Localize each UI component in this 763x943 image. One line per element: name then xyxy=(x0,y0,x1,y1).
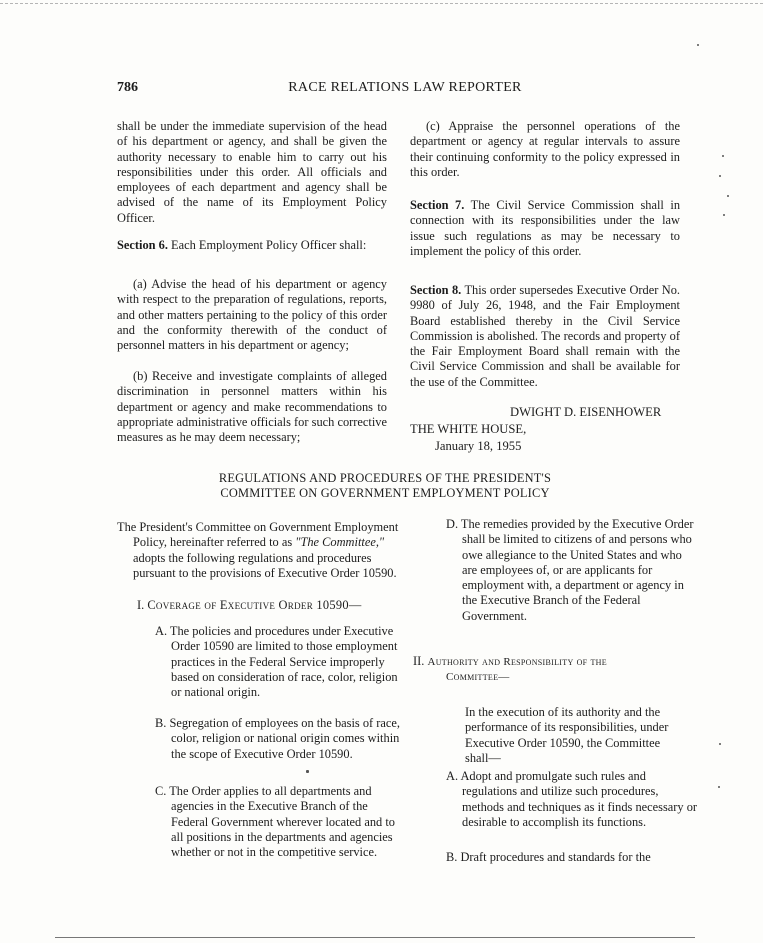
scan-speck xyxy=(697,44,699,46)
section-7-text: The Civil Service Commission shall in connection with its responsibilities under the law issue such regulations as may be necessary to implement the policy of this order. xyxy=(410,198,681,258)
scan-speck xyxy=(723,214,725,216)
section-I-B: B. Segregation of employees on the basis of race, color, religion or national origin comes within the scope of Executive Order 10590. xyxy=(155,716,400,761)
intro-end: adopts the following regulations and procedures pursuant to the provisions of Executive Order 10590. xyxy=(133,550,397,580)
scan-speck xyxy=(719,175,721,177)
section-II-title-2: Committee— xyxy=(446,671,510,683)
section-I-number: I. xyxy=(137,598,145,612)
signature-place: THE WHITE HOUSE, xyxy=(410,422,527,436)
bottom-rule xyxy=(55,937,695,938)
section-II-title-1: Authority and Responsibility of the xyxy=(427,656,607,668)
section-II-number: II. xyxy=(413,654,425,668)
signature-date: January 18, 1955 xyxy=(435,439,522,453)
scan-speck xyxy=(306,770,309,773)
section-6-text: Each Employment Policy Officer shall: xyxy=(171,238,367,252)
item-b: (b) Receive and investigate complaints of alleged discrimination in personnel matters within his department or agency and make recommendations to appropriate administrative officials for such corrective measures as he may deem necessary; xyxy=(117,369,387,445)
section-I-D: D. The remedies provided by the Executive Order shall be limited to citizens of and persons who owe allegiance to the United States and who are employees of, or are applicants for employment with, a department or agency in the Executive Branch of the Federal Government. xyxy=(446,517,694,623)
intro-italic: "The Committee," xyxy=(295,535,385,550)
section-I-C: C. The Order applies to all departments and agencies in the Executive Branch of the Federal Government wherever located and to all positions in the departments and agencies whether or not in the competitive service. xyxy=(155,784,395,860)
section-8-text: This order supersedes Executive Order No. 9980 of July 26, 1948, and the Fair Employment Board established thereby in the Civil Service Commission is abolished. The records and property of the Fair Employment Board shall remain with the Civil Service Commission and shall be available for the use of the Committee. xyxy=(410,283,680,389)
regulations-intro xyxy=(117,520,403,581)
item-c: (c) Appraise the personnel operations of the department or agency at regular intervals to assure their continuing conformity to the policy expressed in this order. xyxy=(410,119,680,179)
item-a: (a) Advise the head of his department or agency with respect to the preparation of regulations, reports, and other matters pertaining to the policy of this order and the conformity therewith of the conduct of personnel matters in his department or agency; xyxy=(117,277,387,353)
section-8 xyxy=(410,283,680,390)
section-6 xyxy=(117,238,387,253)
regulations-title-line-1: REGULATIONS AND PROCEDURES OF THE PRESIDENT'S xyxy=(218,471,552,485)
section-8-label: Section 8. xyxy=(410,283,462,297)
signature: DWIGHT D. EISENHOWER xyxy=(510,405,662,419)
scan-speck xyxy=(722,155,724,157)
section-II-intro: In the execution of its authority and the performance of its responsibilities, under Executive Order 10590, the Committee shall— xyxy=(465,705,669,765)
scan-speck xyxy=(718,786,720,788)
regulations-title xyxy=(150,471,620,500)
section-I-title: Coverage of Executive Order 10590— xyxy=(147,598,362,612)
section-7 xyxy=(410,198,680,259)
scan-speck xyxy=(727,195,729,197)
section-I-A: A. The policies and procedures under Executive Order 10590 are limited to those employment practices in the Federal Service improperly based on consideration of race, color, religion or national origin. xyxy=(155,624,398,700)
section-II-A: A. Adopt and promulgate such rules and regulations and utilize such procedures, methods and techniques as it finds necessary or desirable to accomplish its functions. xyxy=(446,769,698,829)
scan-speck xyxy=(719,743,721,745)
regulations-title-line-2: COMMITTEE ON GOVERNMENT EMPLOYMENT POLICY xyxy=(220,485,550,500)
top-border xyxy=(0,3,763,4)
section-7-label: Section 7. xyxy=(410,198,465,212)
intro-start: The President's Committee on Government Employment Policy, hereinafter referred to as xyxy=(117,520,399,550)
page-number: 786 xyxy=(117,80,138,95)
section-II-B: B. Draft procedures and standards for the xyxy=(446,850,651,864)
section-II-heading xyxy=(413,654,683,670)
running-title: RACE RELATIONS LAW REPORTER xyxy=(288,80,522,95)
section-6-label: Section 6. xyxy=(117,238,168,252)
left-paragraph-1: shall be under the immediate supervision of the head of his department or agency, and shall be given the authority necessary to enable him to carry out his responsibilities under this order. All officials and employees of each department and agency shall be advised of the name of its Employment Policy Officer. xyxy=(117,119,387,225)
section-I-heading xyxy=(137,598,387,613)
